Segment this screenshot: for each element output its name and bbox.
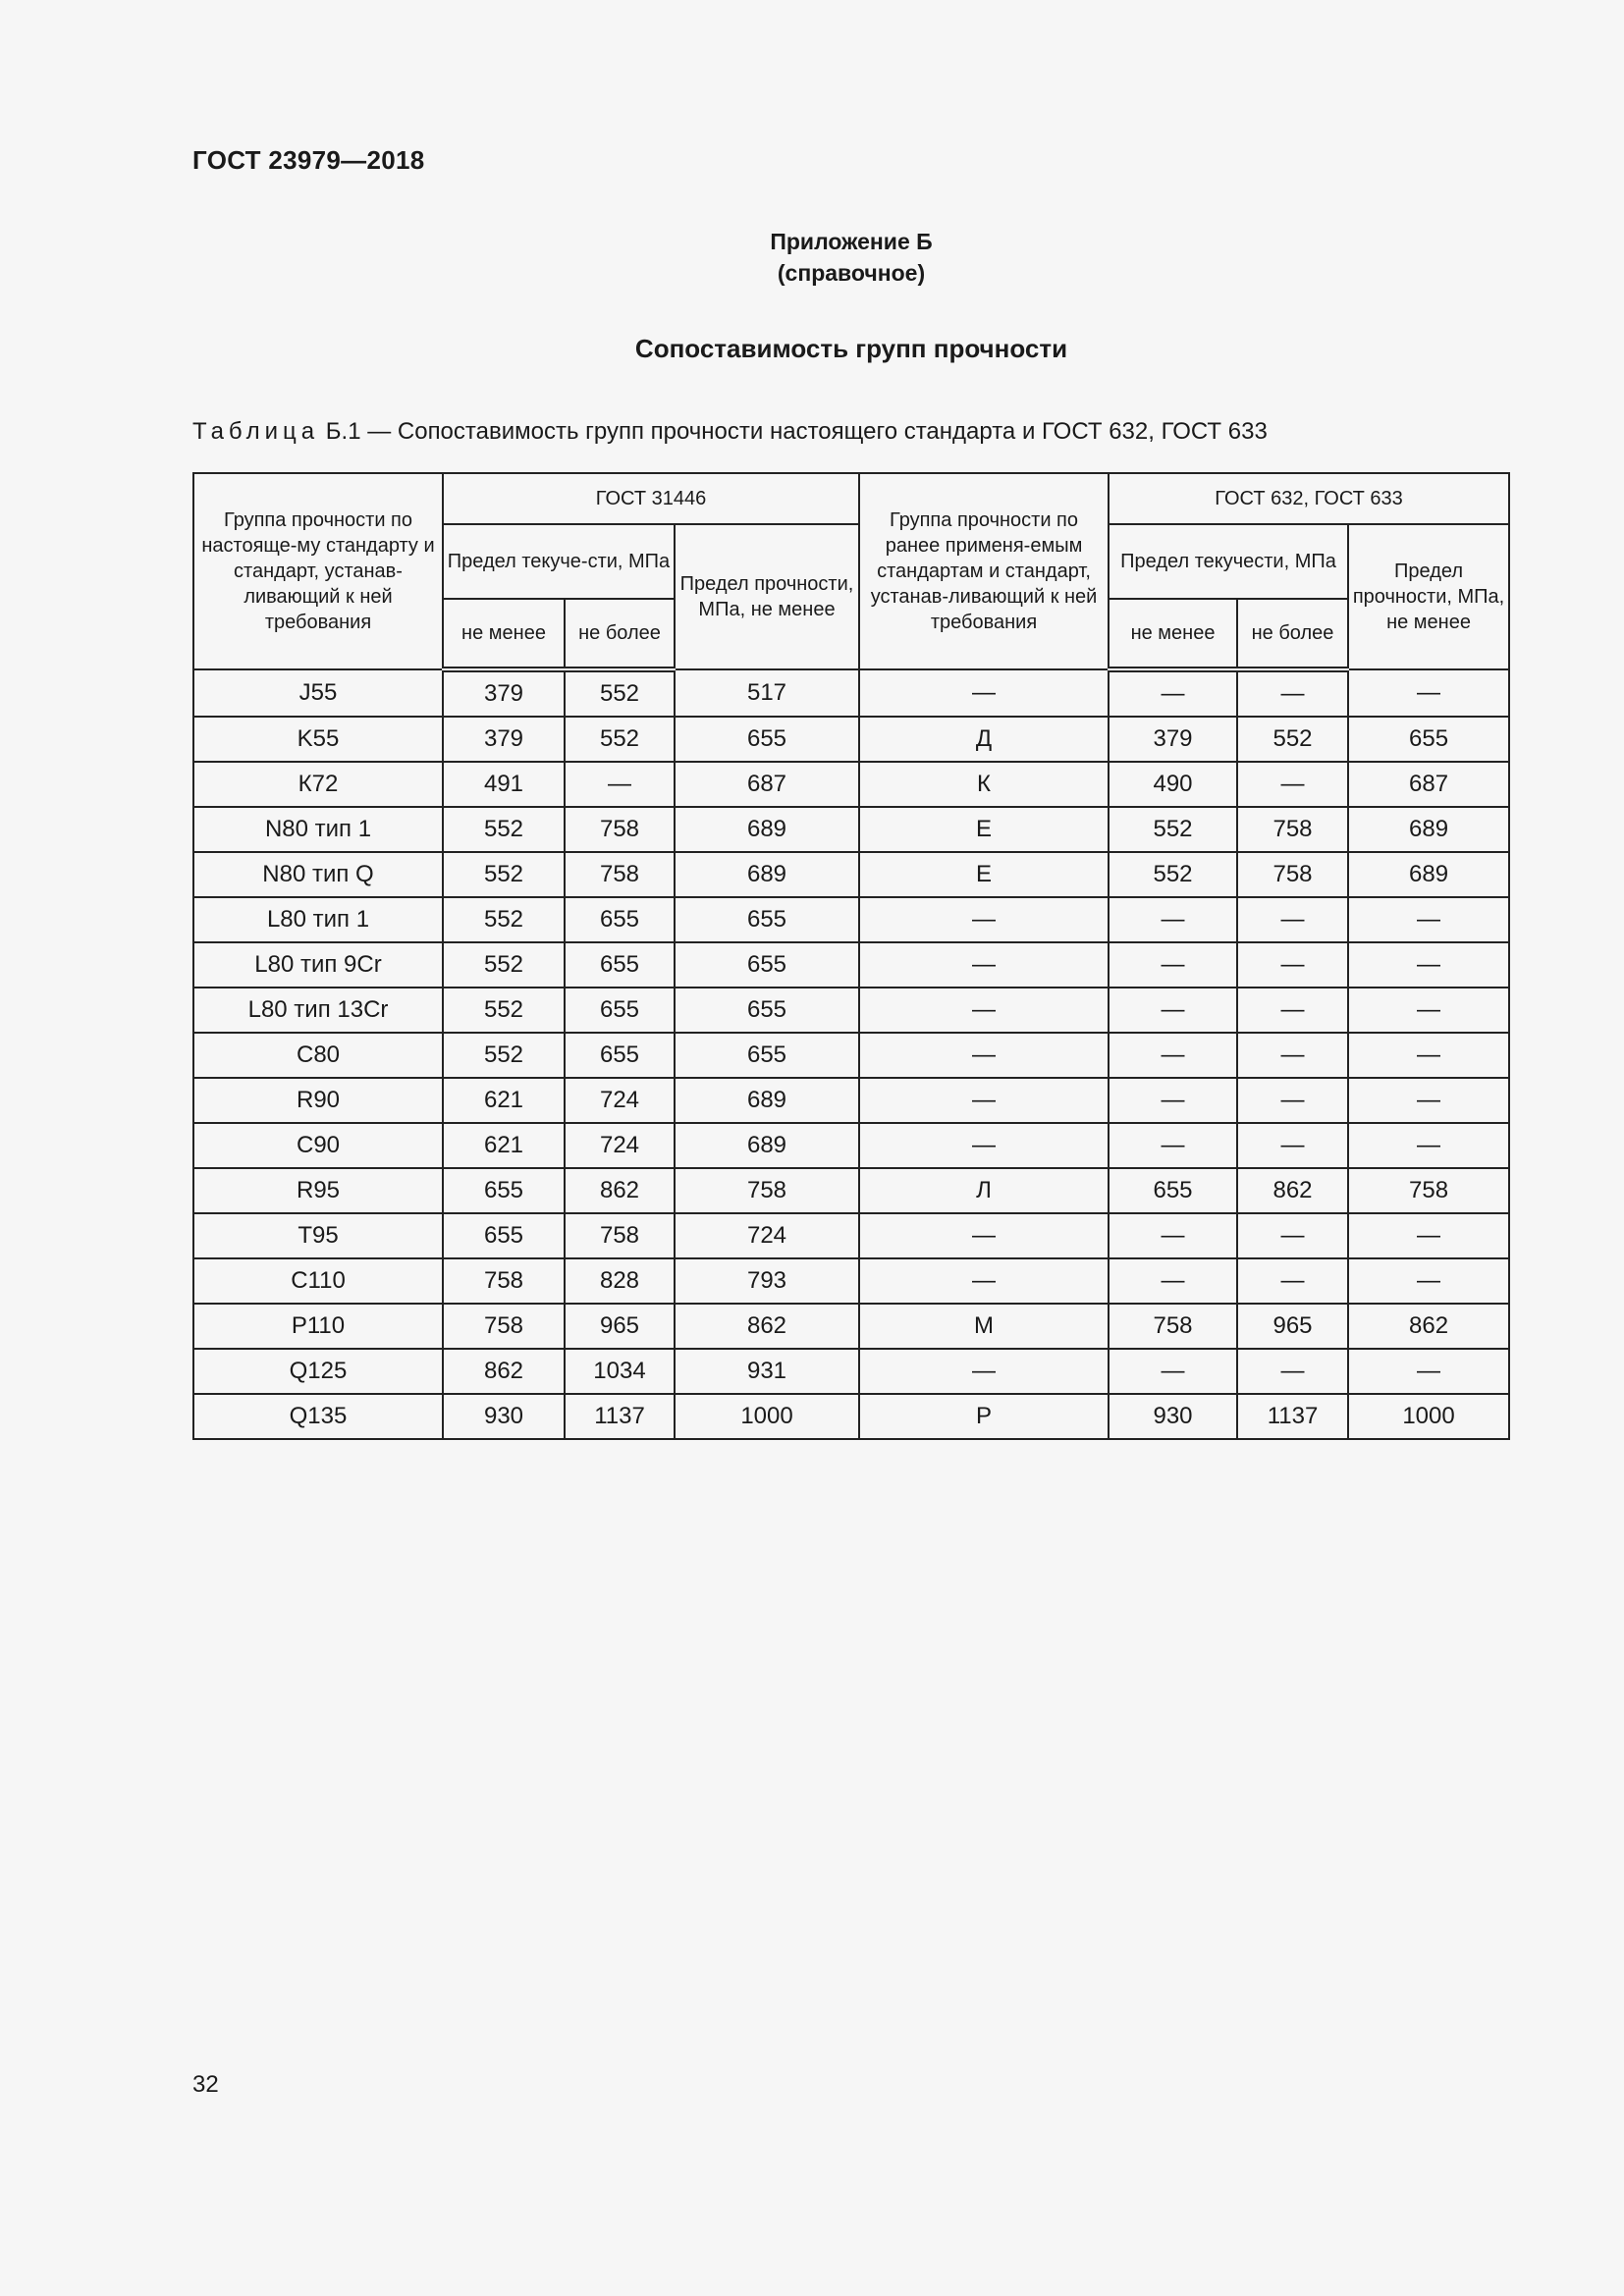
cell-yield-min-632: 379 bbox=[1109, 717, 1237, 762]
cell-yield-max-632: — bbox=[1237, 1349, 1348, 1394]
cell-tensile-31446: 517 bbox=[675, 669, 859, 717]
table-row bbox=[193, 669, 1509, 717]
cell-group-previous: — bbox=[859, 1123, 1109, 1168]
cell-yield-max-632: — bbox=[1237, 988, 1348, 1033]
table-row bbox=[193, 1123, 1509, 1168]
cell-group-previous: — bbox=[859, 1078, 1109, 1123]
cell-yield-min-632: — bbox=[1109, 1349, 1237, 1394]
cell-yield-min-31446: 379 bbox=[443, 669, 565, 717]
cell-yield-max-632: — bbox=[1237, 762, 1348, 807]
cell-group-previous: К bbox=[859, 762, 1109, 807]
document-code: ГОСТ 23979—2018 bbox=[192, 145, 425, 175]
strength-groups-table bbox=[192, 472, 1510, 1440]
cell-group-previous: Д bbox=[859, 717, 1109, 762]
table-caption bbox=[192, 418, 1268, 446]
cell-yield-min-31446: 552 bbox=[443, 852, 565, 897]
cell-yield-max-632: 758 bbox=[1237, 852, 1348, 897]
header-tensile-632: Предел прочности, МПа, не менее bbox=[1348, 524, 1509, 669]
cell-yield-min-31446: 621 bbox=[443, 1123, 565, 1168]
cell-group-previous: — bbox=[859, 988, 1109, 1033]
header-gost632: ГОСТ 632, ГОСТ 633 bbox=[1109, 473, 1509, 524]
cell-yield-max-632: 552 bbox=[1237, 717, 1348, 762]
cell-yield-max-31446: 965 bbox=[565, 1304, 675, 1349]
cell-tensile-632: 1000 bbox=[1348, 1394, 1509, 1439]
cell-tensile-31446: 655 bbox=[675, 942, 859, 988]
cell-group-current: R95 bbox=[193, 1168, 443, 1213]
cell-group-previous: Е bbox=[859, 807, 1109, 852]
cell-yield-max-632: 758 bbox=[1237, 807, 1348, 852]
cell-yield-max-31446: 828 bbox=[565, 1258, 675, 1304]
cell-yield-min-632: 552 bbox=[1109, 807, 1237, 852]
header-max-31446: не более bbox=[565, 599, 675, 669]
cell-tensile-632: — bbox=[1348, 1078, 1509, 1123]
cell-group-current: К72 bbox=[193, 762, 443, 807]
cell-yield-max-31446: 552 bbox=[565, 717, 675, 762]
cell-tensile-31446: 689 bbox=[675, 1078, 859, 1123]
cell-tensile-31446: 724 bbox=[675, 1213, 859, 1258]
cell-yield-min-31446: 655 bbox=[443, 1168, 565, 1213]
cell-tensile-632: — bbox=[1348, 1258, 1509, 1304]
cell-yield-min-632: — bbox=[1109, 897, 1237, 942]
table-row bbox=[193, 717, 1509, 762]
cell-tensile-31446: 689 bbox=[675, 1123, 859, 1168]
appendix-status: (справочное) bbox=[777, 260, 926, 286]
cell-yield-max-632: — bbox=[1237, 942, 1348, 988]
cell-tensile-632: — bbox=[1348, 1349, 1509, 1394]
cell-group-previous: — bbox=[859, 897, 1109, 942]
cell-yield-max-31446: 724 bbox=[565, 1123, 675, 1168]
cell-tensile-31446: 655 bbox=[675, 897, 859, 942]
cell-tensile-31446: 931 bbox=[675, 1349, 859, 1394]
appendix-heading bbox=[0, 226, 1624, 289]
cell-tensile-632: — bbox=[1348, 669, 1509, 717]
cell-tensile-632: — bbox=[1348, 1033, 1509, 1078]
cell-yield-max-31446: 758 bbox=[565, 1213, 675, 1258]
cell-group-current: L80 тип 9Cr bbox=[193, 942, 443, 988]
header-gost31446: ГОСТ 31446 bbox=[443, 473, 859, 524]
cell-group-previous: — bbox=[859, 1213, 1109, 1258]
cell-yield-max-632: — bbox=[1237, 1033, 1348, 1078]
cell-group-previous: Е bbox=[859, 852, 1109, 897]
cell-yield-min-632: — bbox=[1109, 988, 1237, 1033]
cell-group-current: P110 bbox=[193, 1304, 443, 1349]
cell-group-previous: — bbox=[859, 942, 1109, 988]
cell-group-current: C80 bbox=[193, 1033, 443, 1078]
header-min-31446: не менее bbox=[443, 599, 565, 669]
cell-tensile-31446: 655 bbox=[675, 988, 859, 1033]
cell-group-current: R90 bbox=[193, 1078, 443, 1123]
table-row bbox=[193, 1394, 1509, 1439]
cell-tensile-632: 689 bbox=[1348, 852, 1509, 897]
cell-yield-max-31446: 1137 bbox=[565, 1394, 675, 1439]
cell-yield-min-632: 655 bbox=[1109, 1168, 1237, 1213]
cell-yield-min-31446: 655 bbox=[443, 1213, 565, 1258]
cell-yield-min-632: 758 bbox=[1109, 1304, 1237, 1349]
cell-yield-min-31446: 621 bbox=[443, 1078, 565, 1123]
cell-yield-max-31446: 758 bbox=[565, 852, 675, 897]
header-group-previous: Группа прочности по ранее применя-емым стандартам и стандарт, устанав-ливающий к ней требования bbox=[859, 473, 1109, 669]
cell-tensile-632: — bbox=[1348, 1123, 1509, 1168]
cell-tensile-632: — bbox=[1348, 942, 1509, 988]
cell-group-current: K55 bbox=[193, 717, 443, 762]
cell-yield-min-632: 490 bbox=[1109, 762, 1237, 807]
cell-group-previous: М bbox=[859, 1304, 1109, 1349]
cell-yield-min-31446: 862 bbox=[443, 1349, 565, 1394]
cell-tensile-31446: 758 bbox=[675, 1168, 859, 1213]
cell-yield-min-632: — bbox=[1109, 669, 1237, 717]
cell-yield-max-632: 1137 bbox=[1237, 1394, 1348, 1439]
cell-tensile-632: 687 bbox=[1348, 762, 1509, 807]
cell-tensile-31446: 1000 bbox=[675, 1394, 859, 1439]
cell-group-current: Q135 bbox=[193, 1394, 443, 1439]
cell-group-previous: — bbox=[859, 1349, 1109, 1394]
cell-yield-min-31446: 379 bbox=[443, 717, 565, 762]
appendix-title: Приложение Б bbox=[770, 229, 933, 254]
table-caption-label: Таблица bbox=[192, 418, 320, 445]
cell-yield-max-31446: 655 bbox=[565, 942, 675, 988]
header-yield-632: Предел текучести, МПа bbox=[1109, 524, 1348, 599]
cell-group-previous: Л bbox=[859, 1168, 1109, 1213]
cell-yield-max-31446: 655 bbox=[565, 988, 675, 1033]
cell-tensile-632: 655 bbox=[1348, 717, 1509, 762]
cell-yield-max-31446: 1034 bbox=[565, 1349, 675, 1394]
header-group-current: Группа прочности по настояще-му стандарту и стандарт, устанав-ливающий к ней требования bbox=[193, 473, 443, 669]
cell-yield-min-31446: 552 bbox=[443, 897, 565, 942]
table-row bbox=[193, 852, 1509, 897]
cell-tensile-31446: 687 bbox=[675, 762, 859, 807]
cell-yield-max-632: — bbox=[1237, 1213, 1348, 1258]
cell-group-current: J55 bbox=[193, 669, 443, 717]
cell-yield-max-31446: 724 bbox=[565, 1078, 675, 1123]
page-number: 32 bbox=[192, 2071, 219, 2098]
cell-yield-min-31446: 491 bbox=[443, 762, 565, 807]
cell-tensile-632: — bbox=[1348, 897, 1509, 942]
cell-yield-max-632: — bbox=[1237, 1258, 1348, 1304]
cell-tensile-632: 862 bbox=[1348, 1304, 1509, 1349]
cell-yield-min-31446: 758 bbox=[443, 1258, 565, 1304]
cell-yield-min-31446: 758 bbox=[443, 1304, 565, 1349]
cell-group-current: Q125 bbox=[193, 1349, 443, 1394]
cell-group-current: N80 тип 1 bbox=[193, 807, 443, 852]
cell-yield-max-632: — bbox=[1237, 1078, 1348, 1123]
table-row bbox=[193, 1168, 1509, 1213]
cell-yield-max-632: — bbox=[1237, 897, 1348, 942]
cell-yield-min-31446: 552 bbox=[443, 807, 565, 852]
cell-yield-max-31446: 655 bbox=[565, 1033, 675, 1078]
header-tensile-31446: Предел прочности, МПа, не менее bbox=[675, 524, 859, 669]
table-row bbox=[193, 1033, 1509, 1078]
cell-yield-min-31446: 552 bbox=[443, 988, 565, 1033]
cell-tensile-31446: 689 bbox=[675, 852, 859, 897]
cell-group-current: T95 bbox=[193, 1213, 443, 1258]
cell-tensile-31446: 655 bbox=[675, 1033, 859, 1078]
cell-yield-max-31446: 552 bbox=[565, 669, 675, 717]
cell-yield-max-31446: — bbox=[565, 762, 675, 807]
table-row bbox=[193, 807, 1509, 852]
cell-yield-max-632: — bbox=[1237, 1123, 1348, 1168]
cell-tensile-632: 689 bbox=[1348, 807, 1509, 852]
cell-group-previous: — bbox=[859, 669, 1109, 717]
cell-tensile-31446: 655 bbox=[675, 717, 859, 762]
cell-yield-min-31446: 930 bbox=[443, 1394, 565, 1439]
table-row bbox=[193, 1349, 1509, 1394]
cell-yield-max-632: 965 bbox=[1237, 1304, 1348, 1349]
cell-yield-min-632: 930 bbox=[1109, 1394, 1237, 1439]
cell-group-current: L80 тип 13Cr bbox=[193, 988, 443, 1033]
table-row bbox=[193, 1078, 1509, 1123]
cell-yield-min-31446: 552 bbox=[443, 942, 565, 988]
cell-yield-min-632: — bbox=[1109, 1123, 1237, 1168]
table-row bbox=[193, 762, 1509, 807]
cell-yield-min-632: — bbox=[1109, 942, 1237, 988]
cell-yield-min-632: — bbox=[1109, 1033, 1237, 1078]
table-row bbox=[193, 1258, 1509, 1304]
cell-yield-min-632: — bbox=[1109, 1213, 1237, 1258]
cell-yield-min-632: — bbox=[1109, 1078, 1237, 1123]
cell-yield-max-31446: 655 bbox=[565, 897, 675, 942]
cell-tensile-31446: 689 bbox=[675, 807, 859, 852]
cell-tensile-31446: 862 bbox=[675, 1304, 859, 1349]
cell-tensile-632: — bbox=[1348, 988, 1509, 1033]
cell-tensile-632: 758 bbox=[1348, 1168, 1509, 1213]
table-row bbox=[193, 1304, 1509, 1349]
cell-group-previous: — bbox=[859, 1258, 1109, 1304]
cell-yield-min-632: 552 bbox=[1109, 852, 1237, 897]
header-yield-31446: Предел текуче-сти, МПа bbox=[443, 524, 675, 599]
table-row bbox=[193, 942, 1509, 988]
table-body bbox=[193, 669, 1509, 1439]
cell-tensile-31446: 793 bbox=[675, 1258, 859, 1304]
cell-group-current: C90 bbox=[193, 1123, 443, 1168]
table-caption-text: Б.1 — Сопоставимость групп прочности настоящего стандарта и ГОСТ 632, ГОСТ 633 bbox=[325, 418, 1268, 445]
header-min-632: не менее bbox=[1109, 599, 1237, 669]
cell-group-current: C110 bbox=[193, 1258, 443, 1304]
cell-yield-min-632: — bbox=[1109, 1258, 1237, 1304]
cell-yield-max-31446: 758 bbox=[565, 807, 675, 852]
cell-group-previous: — bbox=[859, 1033, 1109, 1078]
section-title: Сопоставимость групп прочности bbox=[634, 334, 1068, 363]
table-row bbox=[193, 1213, 1509, 1258]
table-row bbox=[193, 988, 1509, 1033]
header-max-632: не более bbox=[1237, 599, 1348, 669]
cell-tensile-632: — bbox=[1348, 1213, 1509, 1258]
cell-group-current: L80 тип 1 bbox=[193, 897, 443, 942]
cell-group-previous: Р bbox=[859, 1394, 1109, 1439]
cell-group-current: N80 тип Q bbox=[193, 852, 443, 897]
cell-yield-max-632: — bbox=[1237, 669, 1348, 717]
table-row bbox=[193, 897, 1509, 942]
cell-yield-max-632: 862 bbox=[1237, 1168, 1348, 1213]
cell-yield-min-31446: 552 bbox=[443, 1033, 565, 1078]
cell-yield-max-31446: 862 bbox=[565, 1168, 675, 1213]
